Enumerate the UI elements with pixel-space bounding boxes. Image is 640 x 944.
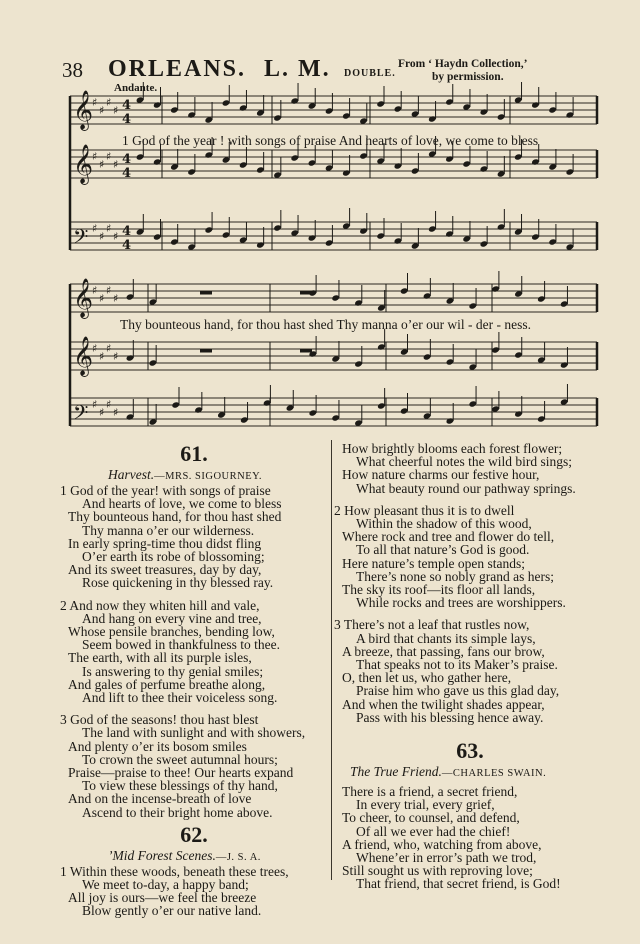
clef-icon: 𝄢 xyxy=(73,225,89,253)
verse-line: We meet to-day, a happy band; xyxy=(82,877,249,893)
rest-icon xyxy=(300,349,312,353)
verse-line: And when the twilight shades appear, xyxy=(342,696,545,712)
verse-line: And its sweet treasures, day by day, xyxy=(68,562,262,578)
sharp-icon: ♯ xyxy=(113,158,119,171)
verse-line: Here nature’s temple open stands; xyxy=(342,555,525,571)
rest-icon xyxy=(200,291,212,295)
verse-line: To crown the sweet autumnal hours; xyxy=(82,751,278,767)
clef-icon: 𝄢 xyxy=(73,401,89,429)
sharp-icon: ♯ xyxy=(99,104,105,117)
verse-line: O, then let us, who gather here, xyxy=(342,670,512,686)
verse-line: How brightly blooms each forest flower; xyxy=(342,441,563,456)
sharp-icon: ♯ xyxy=(106,284,112,297)
verse-line: Where rock and tree and flower do tell, xyxy=(342,529,555,545)
sharp-icon: ♯ xyxy=(99,406,105,419)
lyric-line-2: Thy bounteous hand, for thou hast shed Thy manna o’er our wil - der - ness. xyxy=(120,317,532,332)
hymn-62-text xyxy=(60,865,328,918)
credit-line: From ‘ Haydn Collection,’ xyxy=(398,58,528,70)
verse-line: Praise—praise to thee! Our hearts expand xyxy=(68,765,294,781)
verse-line: 3 God of the seasons! thou hast blest xyxy=(60,712,259,728)
verse-line: How nature charms our festive hour, xyxy=(342,467,540,483)
rest-icon xyxy=(200,349,212,353)
sharp-icon: ♯ xyxy=(113,292,119,305)
verse-line: A breeze, that passing, fans our brow, xyxy=(342,643,545,659)
verse-line: To view these blessings of thy hand, xyxy=(82,778,278,794)
credit-permission: by permission. xyxy=(432,71,504,83)
time-signature: 4 xyxy=(122,98,132,113)
verse-line: To cheer, to counsel, and defend, xyxy=(342,810,520,826)
verse-line: And lift to thee their voiceless song. xyxy=(82,690,278,706)
verse-line: O’er earth its robe of blossoming; xyxy=(82,549,265,565)
sharp-icon: ♯ xyxy=(99,350,105,363)
verse-line: What beauty round our pathway springs. xyxy=(356,480,576,496)
verse-line: There is a friend, a secret friend, xyxy=(342,784,518,800)
verse-line: And hearts of love, we come to bless xyxy=(82,496,282,512)
verse-line: In early spring-time thou didst fling xyxy=(68,535,262,551)
verse-line: Rose quickening in thy blessed ray. xyxy=(82,575,274,591)
sharp-icon: ♯ xyxy=(113,104,119,117)
verse-line: Whene’er in error’s path we trod, xyxy=(356,850,537,866)
hymn-62-continued xyxy=(334,442,606,724)
time-signature: 4 xyxy=(122,238,132,253)
sharp-icon: ♯ xyxy=(92,222,98,235)
verse-line: Thy bounteous hand, for thou hast shed xyxy=(68,509,282,525)
verse-line: Still sought us with reproving love; xyxy=(342,863,533,879)
hymn-63-heading xyxy=(334,764,606,781)
sharp-icon: ♯ xyxy=(92,150,98,163)
tempo-marking: Andante. xyxy=(114,82,158,94)
sharp-icon: ♯ xyxy=(99,292,105,305)
music-score xyxy=(0,0,640,440)
meter-label: L. M. xyxy=(264,56,331,82)
verse-line: Whose pensile branches, bending low, xyxy=(68,624,275,640)
hymn-62-heading xyxy=(60,848,328,865)
sharp-icon: ♯ xyxy=(106,150,112,163)
sharp-icon: ♯ xyxy=(106,222,112,235)
verse-line: There’s none so nobly grand as hers; xyxy=(356,568,554,584)
sharp-icon: ♯ xyxy=(113,406,119,419)
verse-line: And gales of perfume breathe along, xyxy=(68,676,266,692)
time-signature: 4 xyxy=(122,152,132,167)
verse-line: 1 God of the year! with songs of praise xyxy=(60,483,271,498)
sharp-icon: ♯ xyxy=(113,350,119,363)
verse-line: What cheerful notes the wild bird sings; xyxy=(356,454,572,470)
verse-line: 2 And now they whiten hill and vale, xyxy=(60,597,260,613)
clef-icon: 𝄞 xyxy=(73,336,94,376)
hymn-61-text xyxy=(60,484,328,819)
verse-line: The sky its roof—its floor all lands, xyxy=(342,582,536,598)
verse-line: Of all we ever had the chief! xyxy=(356,823,511,839)
tune-title: ORLEANS. xyxy=(108,56,247,82)
clef-icon: 𝄞 xyxy=(73,90,94,130)
hymn-62-author: —J. S. A. xyxy=(215,851,261,863)
sharp-icon: ♯ xyxy=(92,342,98,355)
hymn-63-number: 63. xyxy=(456,738,484,764)
verse-line: Ascend to their bright home above. xyxy=(82,804,273,820)
double-label: DOUBLE. xyxy=(344,68,396,79)
time-signature: 4 xyxy=(122,112,132,127)
time-signature: 4 xyxy=(122,224,132,239)
sharp-icon: ♯ xyxy=(99,158,105,171)
verse-line: Within the shadow of this wood, xyxy=(356,516,532,532)
verse-line: 1 Within these woods, beneath these trees, xyxy=(60,863,289,879)
verse-line: And on the incense-breath of love xyxy=(68,791,252,807)
hymn-61-title: Harvest. xyxy=(108,467,155,482)
sharp-icon: ♯ xyxy=(106,398,112,411)
verse-line: And hang on every vine and tree, xyxy=(82,610,262,626)
verse-line: The earth, with all its purple isles, xyxy=(68,650,252,666)
hymn-61-heading xyxy=(60,467,328,484)
verse-line: Is answering to thy genial smiles; xyxy=(82,663,264,679)
verse-line: A friend, who, watching from above, xyxy=(342,836,542,852)
right-column xyxy=(334,442,606,891)
hymn-61-number: 61. xyxy=(180,441,208,466)
verse-line: In every trial, every grief, xyxy=(356,797,495,813)
sharp-icon: ♯ xyxy=(92,284,98,297)
verse-line: While rocks and trees are worshippers. xyxy=(356,595,566,611)
rest-icon xyxy=(300,291,312,295)
verse-line: 3 There’s not a leaf that rustles now, xyxy=(334,617,530,633)
sharp-icon: ♯ xyxy=(99,230,105,243)
sharp-icon: ♯ xyxy=(92,398,98,411)
verse-line: All joy is ours—we feel the breeze xyxy=(68,890,257,906)
page-number: 38 xyxy=(62,58,83,82)
sharp-icon: ♯ xyxy=(106,96,112,109)
verse-line: Thy manna o’er our wilderness. xyxy=(82,522,255,538)
hymn-63-author: —CHARLES SWAIN. xyxy=(441,768,547,780)
verse-line: Praise him who gave us this glad day, xyxy=(356,683,560,699)
sharp-icon: ♯ xyxy=(106,342,112,355)
hymn-63-title: The True Friend. xyxy=(350,764,442,780)
verse-line: A bird that chants its simple lays, xyxy=(356,630,536,646)
verse-line: Blow gently o’er our native land. xyxy=(82,903,262,919)
hymn-61-author: —MRS. SIGOURNEY. xyxy=(154,471,262,482)
left-column xyxy=(60,441,328,918)
sharp-icon: ♯ xyxy=(92,96,98,109)
clef-icon: 𝄞 xyxy=(73,144,94,184)
hymn-62-number: 62. xyxy=(180,821,208,847)
verse-line: That friend, that secret friend, is God! xyxy=(356,876,561,892)
verse-line: Pass with his blessing hence away. xyxy=(356,709,544,725)
verse-line: Seem bowed in thankfulness to thee. xyxy=(82,637,280,653)
lyric-line-1: 1 God of the year ! with songs of praise And hearts of love, we come to bless xyxy=(122,133,539,148)
sharp-icon: ♯ xyxy=(113,230,119,243)
hymn-62-title: ’Mid Forest Scenes. xyxy=(108,847,216,863)
verse-line: That speaks not to its Maker’s praise. xyxy=(356,657,558,673)
clef-icon: 𝄞 xyxy=(73,278,94,318)
time-signature: 4 xyxy=(122,166,132,181)
verse-line: And plenty o’er its bosom smiles xyxy=(68,738,247,754)
verse-line: To all that nature’s God is good. xyxy=(356,542,530,558)
verse-line: The land with sunlight and with showers, xyxy=(82,725,306,741)
verse-line: 2 How pleasant thus it is to dwell xyxy=(334,502,515,518)
column-divider xyxy=(331,440,332,880)
hymn-63-text xyxy=(334,785,606,891)
